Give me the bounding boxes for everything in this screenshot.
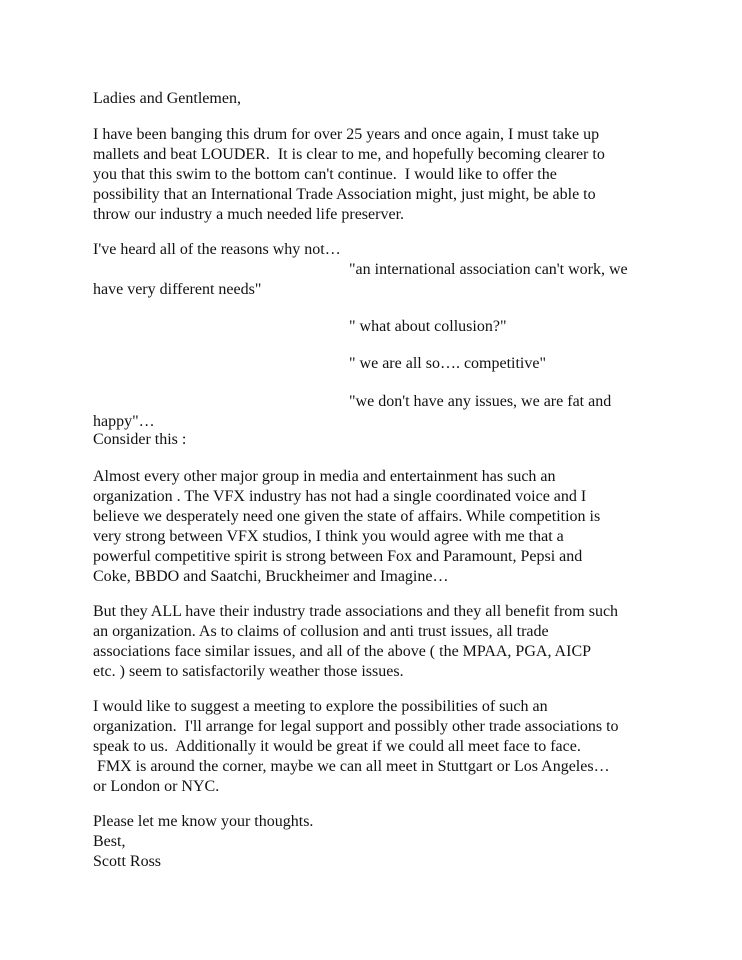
paragraph-4-line-1: I would like to suggest a meeting to explore the possibilities of such an [93, 698, 548, 715]
paragraph-2-line-3: believe we desperately need one given the state of affairs. While competition is [93, 508, 601, 525]
quote-1-line-1: "an international association can't work, we [349, 261, 628, 278]
quote-1-line-2: have very different needs" [93, 281, 262, 298]
paragraph-1-line-3: you that this swim to the bottom can't continue. I would like to offer the [93, 166, 557, 183]
paragraph-3-line-3: associations face similar issues, and all of the above ( the MPAA, PGA, AICP [93, 643, 592, 660]
reasons-intro: I've heard all of the reasons why not… [93, 241, 341, 258]
paragraph-4-line-3: speak to us. Additionally it would be great if we could all meet face to face. [93, 738, 581, 755]
signoff: Best, [93, 833, 126, 850]
paragraph-4-line-2: organization. I'll arrange for legal support and possibly other trade associations to [93, 718, 619, 735]
paragraph-3-line-2: an organization. As to claims of collusion and anti trust issues, all trade [93, 623, 549, 640]
paragraph-2-line-1: Almost every other major group in media and entertainment has such an [93, 468, 556, 485]
paragraph-1-line-4: possibility that an International Trade Association might, just might, be able to [93, 186, 596, 203]
paragraph-2-line-2: organization . The VFX industry has not had a single coordinated voice and I [93, 488, 587, 505]
quote-2: " what about collusion?" [349, 318, 507, 335]
closing-line: Please let me know your thoughts. [93, 813, 314, 830]
paragraph-2-line-4: very strong between VFX studios, I think you would agree with me that a [93, 528, 564, 545]
paragraph-1-line-1: I have been banging this drum for over 25 years and once again, I must take up [93, 126, 600, 143]
paragraph-2-line-5: powerful competitive spirit is strong between Fox and Paramount, Pepsi and [93, 548, 583, 565]
paragraph-3-line-1: But they ALL have their industry trade associations and they all benefit from such [93, 603, 619, 620]
quote-4-line-1: "we don't have any issues, we are fat and [349, 393, 612, 410]
paragraph-1-line-5: throw our industry a much needed life preserver. [93, 206, 405, 223]
paragraph-4-line-4: FMX is around the corner, maybe we can all meet in Stuttgart or Los Angeles… [93, 758, 610, 775]
salutation: Ladies and Gentlemen, [93, 90, 241, 107]
paragraph-1-line-2: mallets and beat LOUDER. It is clear to me, and hopefully becoming clearer to [93, 146, 605, 163]
consider-line: Consider this : [93, 431, 187, 448]
paragraph-4-line-5: or London or NYC. [93, 778, 220, 795]
paragraph-3-line-4: etc. ) seem to satisfactorily weather those issues. [93, 663, 404, 680]
quote-3: " we are all so…. competitive" [349, 355, 546, 372]
signature-name: Scott Ross [93, 853, 162, 870]
quote-4-line-2: happy"… [93, 413, 155, 430]
paragraph-2-line-6: Coke, BBDO and Saatchi, Bruckheimer and Imagine… [93, 568, 449, 585]
